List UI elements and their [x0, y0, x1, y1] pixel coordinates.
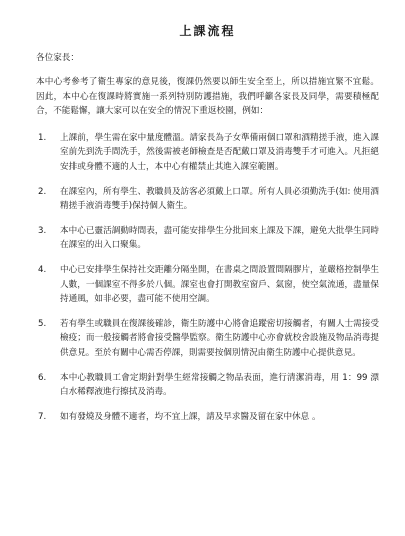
- item-number: 6.: [38, 372, 47, 383]
- item-number: 3.: [38, 225, 47, 236]
- item-text: 本中心教職員工會定期針對學生經常接觸之物品表面，進行清潔消毒，用 1：99 漂白水稀釋液進行擦拭及消毒。: [60, 372, 379, 398]
- item-text: 如有發燒及身體不適者，均不宜上課，請及早求醫及留在家中休息 。: [60, 411, 321, 422]
- list-item: [36, 410, 379, 425]
- list-item: [36, 185, 379, 214]
- list-item: [36, 263, 379, 307]
- item-number: 1.: [38, 132, 47, 143]
- item-text: 本中心已靈活調動時間表，盡可能安排學生分批回來上課及下課，避免大批學生同時在課室的出入口聚集。: [60, 225, 379, 251]
- item-text: 若有學生或職員在復課後確診，衛生防護中心將會追蹤密切接觸者，有關人士需接受檢疫；而一般接觸者將會接受醫學監察。衛生防護中心亦會就校舍設施及物品消毒提供意見。至於有關中心需否停課，則需要按個別情況由衛生防護中心提供意見。: [60, 318, 379, 358]
- item-number: 2.: [38, 186, 47, 197]
- list-item: [36, 371, 379, 400]
- procedure-list: [36, 131, 379, 425]
- list-item: [36, 317, 379, 361]
- list-item: [36, 224, 379, 253]
- item-number: 4.: [38, 264, 47, 275]
- item-text: 上課前，學生需在家中量度體溫。請家長為子女準備兩個口罩和酒精搓手液，進入課室前先到洗手間洗手，然後需被老師檢查是否配戴口罩及消毒雙手才可進入。凡拒絕安排或身體不適的人士，本中心有權禁止其進入課室範圍。: [60, 132, 379, 172]
- item-text: 在課室內，所有學生、教職員及訪客必須戴上口罩。所有人員必須勤洗手(如: 使用酒精搓手液消毒雙手)保持個人衛生。: [60, 186, 379, 212]
- salutation: 各位家長：: [36, 53, 79, 63]
- document-title: 上課流程: [179, 24, 236, 38]
- item-text: 中心已安排學生保持社交距離分隔坐開，在書桌之間設置間隔膠片，並嚴格控制學生人數，一個課室不得多於八個。課室也會打開教室窗戶、氣窗，使空氣流通，盡量保持通風，如非必要，盡可能不使用空調。: [60, 264, 379, 305]
- item-number: 5.: [38, 318, 47, 329]
- intro-paragraph: 本中心考參考了衛生專家的意見後，復課仍然要以師生安全至上，所以措施宜緊不宜鬆。因此，本中心在復課時將實施一系列特別防護措施，我們呼籲各家長及同學，需要積極配合，不能鬆懈，讓大家可以在安全的情況下重返校園，例如：: [36, 77, 379, 117]
- list-item: [36, 131, 379, 175]
- item-number: 7.: [38, 411, 47, 422]
